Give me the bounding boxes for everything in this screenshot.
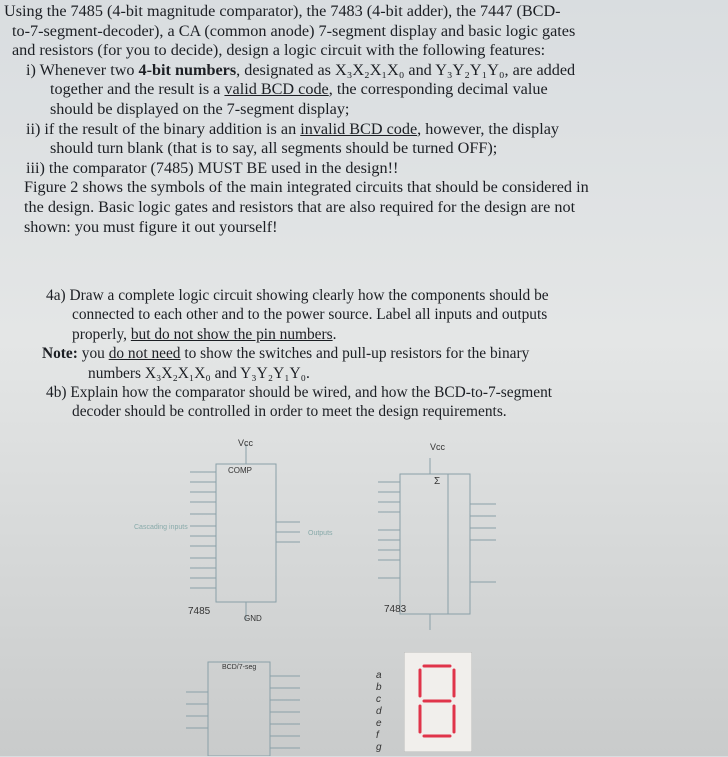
req-ii-suffix: , however, the display — [417, 119, 559, 138]
note-prefix: you — [77, 345, 109, 363]
chip-7483-label: 7483 — [384, 604, 407, 615]
requirement-i-line-3: should be displayed on the 7-segment display; — [50, 99, 350, 118]
part-4a-l3-prefix: properly, — [72, 325, 131, 343]
outputs-label: Outputs — [308, 530, 333, 537]
part-4a-line-3 — [42, 325, 682, 344]
vcc-label-7485: Vcc — [238, 438, 254, 448]
part-4a-line-1: 4a) Draw a complete logic circuit showing clearly how the components should be — [46, 287, 549, 304]
req-i-l2-suffix: , the corresponding decimal value — [328, 80, 548, 99]
requirement-ii — [4, 120, 704, 140]
gnd-label: GND — [244, 614, 262, 623]
segment-letter-e: e — [376, 718, 382, 729]
cascading-inputs-label: Cascading inputs — [134, 524, 188, 531]
requirement-ii-line-2: should turn blank (that is to say, all segments should be turned OFF); — [50, 139, 498, 158]
note-underline: do not need — [108, 345, 181, 363]
figure-note-line-1: Figure 2 shows the symbols of the main integrated circuits that should be considered in — [24, 178, 589, 197]
part-4b-line-2: decoder should be controlled in order to meet the design requirements. — [72, 403, 507, 421]
part-4b-line-1: 4b) Explain how the comparator should be wired, and how the BCD-to-7-segment — [46, 384, 553, 402]
adder-input-pins — [378, 482, 400, 578]
part-4a-note — [42, 344, 682, 363]
decoder-7447-body — [208, 662, 270, 756]
figure-note-line-2: the design. Basic logic gates and resistors that are also required for the design are not — [24, 197, 576, 216]
req-ii-underline: invalid BCD code — [300, 119, 418, 138]
question-line-3: and resistors (for you to decide), design a logic circuit with the following features: — [12, 41, 546, 60]
question-line-1: Using the 7485 (4-bit magnitude comparator), the 7483 (4-bit adder), the 7447 (BCD- — [4, 2, 561, 20]
segment-letter-c: c — [376, 694, 381, 705]
seven-segment-display-svg — [404, 652, 472, 752]
req-i-bold: 4-bit numbers — [138, 60, 237, 79]
vcc-label-7483: Vcc — [430, 442, 446, 452]
req-i-prefix: i) Whenever two — [26, 60, 139, 79]
req-i-l2-prefix: together and the result is a — [50, 80, 225, 99]
comparator-output-pins — [276, 522, 300, 542]
note-label: Note: — [42, 345, 78, 363]
segment-letter-g: g — [376, 742, 382, 753]
segment-letter-b: b — [376, 682, 382, 693]
figure-note-line-3: shown: you must figure it out yourself! — [24, 217, 278, 236]
segment-letter-f: f — [376, 730, 379, 741]
part-4a-note-line-2: numbers X₃X₂X₁X₀ and Y₃Y₂Y₁Y₀. — [88, 364, 310, 382]
question-line-2: to-7-segment-decoder), a CA (common anode) 7-segment display and basic logic gates — [12, 21, 576, 40]
part-4a-l3-underline: but do not show the pin numbers — [130, 325, 333, 343]
bcd-7seg-label: BCD/7-seg — [222, 664, 257, 671]
note-suffix: to show the switches and pull-up resistors for the binary — [180, 345, 530, 363]
segment-letter-d: d — [376, 706, 382, 717]
adder-output-pins — [470, 504, 496, 582]
sum-symbol: Σ — [434, 476, 441, 487]
req-i-l2-underline: valid BCD code — [224, 80, 329, 99]
seven-segment-display — [404, 652, 472, 752]
requirement-i-line-2 — [4, 80, 704, 100]
problem-statement — [4, 2, 704, 237]
requirement-i — [4, 61, 704, 81]
segment-letter-a: a — [376, 670, 382, 681]
question-parts — [42, 286, 682, 422]
adder-7483-body — [400, 474, 470, 614]
requirement-iii: iii) the comparator (7485) MUST BE used in the design!! — [26, 158, 399, 177]
figure-2-drawing — [0, 430, 728, 756]
req-ii-prefix: ii) if the result of the binary addition is an — [26, 119, 301, 138]
part-4a-l3-suffix: . — [332, 325, 337, 343]
part-4a-line-2: connected to each other and to the power source. Label all inputs and outputs — [72, 306, 548, 324]
comp-label: COMP — [228, 466, 252, 475]
comparator-input-pins — [190, 472, 216, 588]
chip-7485-label: 7485 — [188, 606, 211, 617]
req-i-mid: , designated as X₃X₂X₁X₀ and Y₃Y₂Y₁Y₀, are added — [236, 60, 576, 79]
comparator-7485-body — [216, 464, 276, 602]
figure-2-ic-symbols — [0, 430, 728, 756]
